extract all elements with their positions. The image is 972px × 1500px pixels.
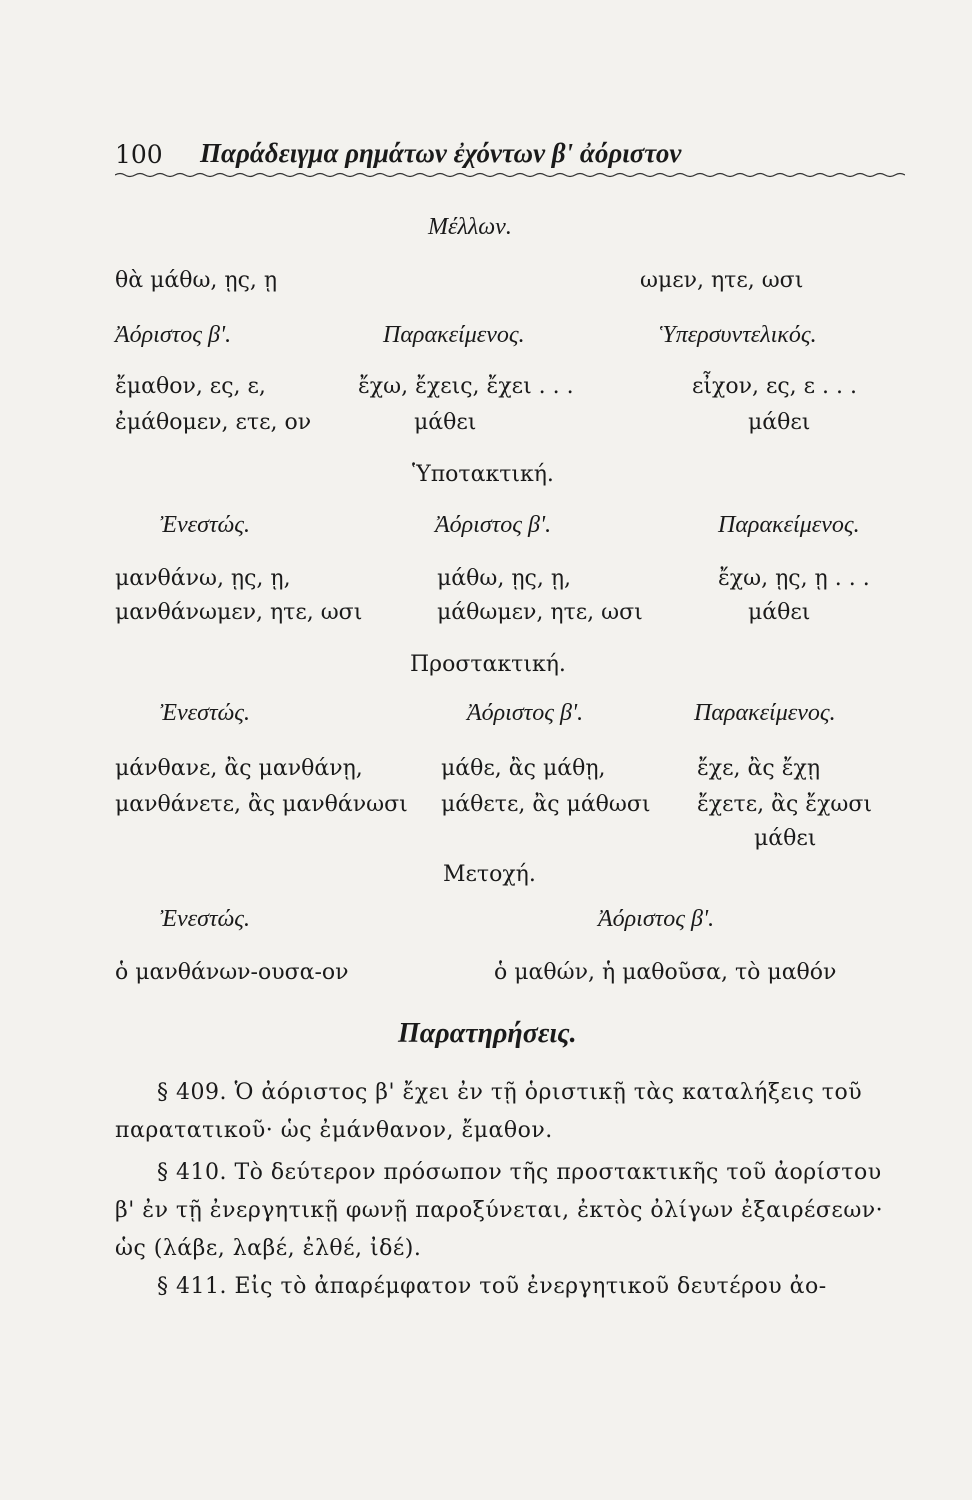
paragraph-411: § 411. Εἰς τὸ ἀπαρέμφατον τοῦ ἐνεργητικοῦ δευτέρου ἀο- <box>157 1274 827 1299</box>
pluperfect-line-1: εἶχον, ες, ε . . . <box>692 374 858 399</box>
perfect-heading: Παρακείμενος. <box>383 322 525 348</box>
future-plural: ωμεν, ητε, ωσι <box>640 268 804 293</box>
subj-perfect-line-2: μάθει <box>748 600 811 625</box>
imp-present-heading: Ἐνεστώς. <box>160 700 251 726</box>
subjunctive-title: Ὑποτακτική. <box>412 462 554 487</box>
future-title: Μέλλων. <box>428 214 512 240</box>
imperative-title: Προστακτική. <box>410 652 566 677</box>
imp-perfect-line-2: ἔχετε, ἂς ἔχωσι <box>697 792 872 817</box>
imp-present-line-1: μάνθανε, ἂς μανθάνῃ, <box>115 756 363 781</box>
imp-perfect-line-3: μάθει <box>754 826 817 851</box>
part-aorist-heading: Ἀόριστος β'. <box>598 906 715 932</box>
subj-present-line-1: μανθάνω, ῃς, ῃ, <box>115 566 291 591</box>
aorist-line-1: ἔμαθον, ες, ε, <box>115 374 266 399</box>
page-number: 100 <box>115 140 163 169</box>
subj-aorist-line-2: μάθωμεν, ητε, ωσι <box>437 600 643 625</box>
imp-aorist-line-1: μάθε, ἂς μάθῃ, <box>441 756 606 781</box>
imp-present-line-2: μανθάνετε, ἂς μανθάνωσι <box>115 792 408 817</box>
pluperfect-heading: Ὑπερσυντελικός. <box>660 322 817 348</box>
participle-title: Μετοχή. <box>443 862 536 887</box>
paragraph-409: § 409. Ὁ ἀόριστος β' ἔχει ἐν τῇ ὁριστικῇ τὰς καταλήξεις τοῦ παρατατικοῦ· ὡς ἐμάνθανον, ἔμαθον. <box>115 1080 863 1143</box>
future-singular: θὰ μάθω, ῃς, ῃ <box>115 268 278 293</box>
subj-aorist-line-1: μάθω, ῃς, ῃ, <box>437 566 571 591</box>
part-aorist-line-1: ὁ μαθών, ἡ μαθοῦσα, τὸ μαθόν <box>494 960 837 985</box>
subj-aorist-heading: Ἀόριστος β'. <box>435 512 552 538</box>
header-wavy-rule <box>115 172 905 178</box>
imp-perfect-line-1: ἔχε, ἂς ἔχῃ <box>697 756 821 781</box>
imp-aorist-heading: Ἀόριστος β'. <box>467 700 584 726</box>
pluperfect-line-2: μάθει <box>748 410 811 435</box>
remarks-title: Παρατηρήσεις. <box>398 1018 577 1049</box>
imp-perfect-heading: Παρακείμενος. <box>694 700 836 726</box>
subj-perfect-line-1: ἔχω, ῃς, ῃ . . . <box>718 566 870 591</box>
aorist-heading: Ἀόριστος β'. <box>115 322 232 348</box>
subj-present-heading: Ἐνεστώς. <box>160 512 251 538</box>
running-title: Παράδειγμα ρημάτων ἐχόντων β' ἀόριστον <box>200 138 682 168</box>
aorist-line-2: ἐμάθομεν, ετε, ον <box>115 410 312 435</box>
paragraph-410: § 410. Τὸ δεύτερον πρόσωπον τῆς προστακτικῆς τοῦ ἀορίστου β' ἐν τῇ ἐνεργητικῇ φωνῇ παροξύνεται, ἐκτὸς ὀλίγων ἐξαιρέσεων· ὡς (λάβε, λαβέ, ἐλθέ, ἰδέ). <box>115 1160 884 1261</box>
perfect-line-2: μάθει <box>414 410 477 435</box>
subj-present-line-2: μανθάνωμεν, ητε, ωσι <box>115 600 363 625</box>
imp-aorist-line-2: μάθετε, ἂς μάθωσι <box>441 792 651 817</box>
part-present-line-1: ὁ μανθάνων-ουσα-ον <box>115 960 349 985</box>
part-present-heading: Ἐνεστώς. <box>160 906 251 932</box>
subj-perfect-heading: Παρακείμενος. <box>718 512 860 538</box>
perfect-line-1: ἔχω, ἔχεις, ἔχει . . . <box>358 374 574 399</box>
